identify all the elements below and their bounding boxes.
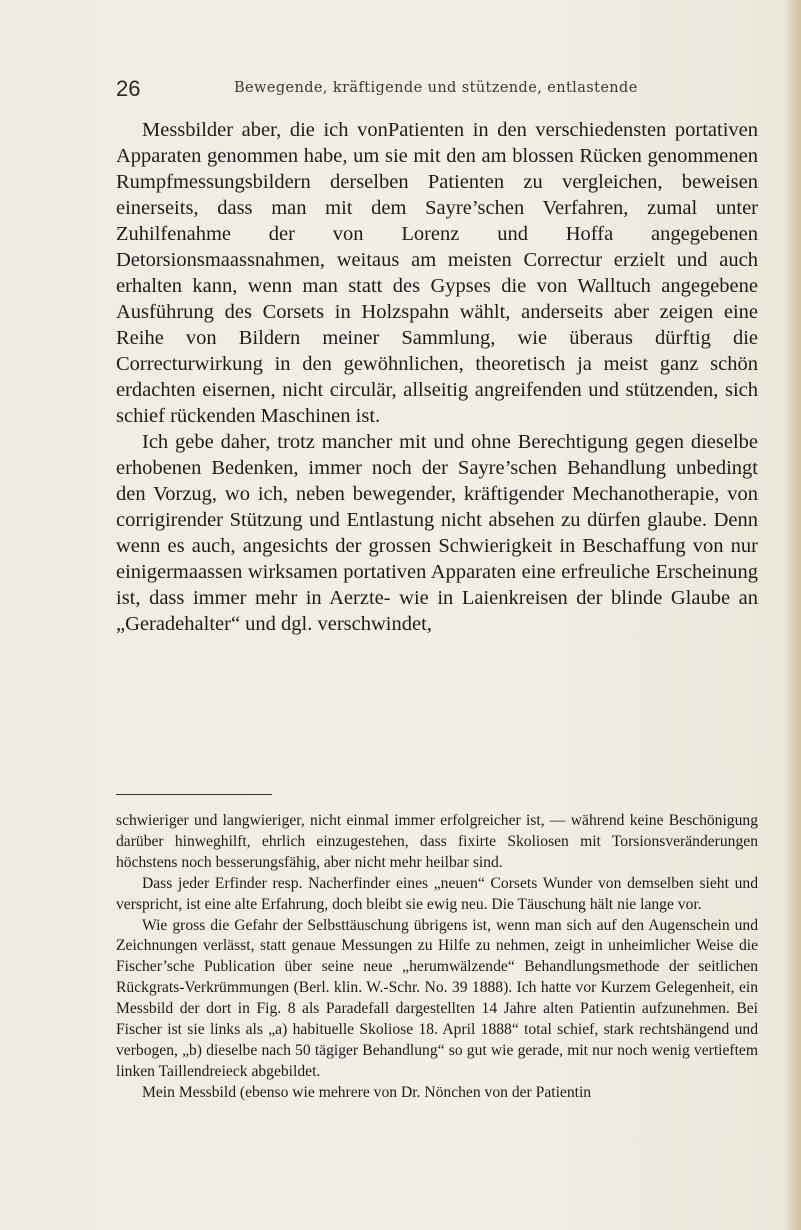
footnote-paragraph: Wie gross die Gefahr der Selbsttäuschung übrigens ist, wenn man sich auf den Augenschein und Zeichnungen verlässt, statt genaue Messungen zu Hilfe zu nehmen, zeigt in unheimlicher Weise die Fischer’sche Publication über seine neue „herumwälzende“ Behandlungsmethode der seitlichen Rückgrats-Verkrümmungen (Berl. klin. W.-Schr. No. 39 1888). Ich hatte vor Kurzem Gelegenheit, ein Messbild der dort in Fig. 8 als Paradefall dargestellten 14 Jahre alten Patientin aufzunehmen. Bei Fischer ist sie links als „a) habituelle Skoliose 18. April 1888“ total schief, stark rechtshängend und verbogen, „b) dieselbe nach 50 tägiger Behandlung“ so gut wie gerade, mit nur noch wenig vertieftem linken Taillendreieck abgebildet. [116, 916, 758, 1080]
footnote-paragraph: Dass jeder Erfinder resp. Nacherfinder eines „neuen“ Corsets Wunder von demselben sieht und verspricht, ist eine alte Erfahrung, doch bleibt sie ewig neu. Die Täuschung hält nie lange vor. [116, 874, 758, 913]
page-edge [785, 0, 801, 1230]
footnote-paragraph: Mein Messbild (ebenso wie mehrere von Dr. Nönchen von der Patientin [142, 1083, 592, 1101]
footnotes [116, 811, 758, 1104]
page-number: 26 [116, 76, 141, 101]
main-paragraph: Messbilder aber, die ich vonPatienten in den verschiedensten portativen Apparaten genommen habe, um sie mit den am blossen Rücken genommenen Rumpfmessungsbildern derselben Patienten zu vergleichen, beweisen einerseits, dass man mit dem Sayre’schen Verfahren, zumal unter Zuhilfenahme der von Lorenz und Hoffa angegebenen Detorsionsmaassnahmen, weitaus am meisten Correctur erzielt und auch erhalten kann, wenn man statt des Gypses die von Walltuch angegebene Ausführung des Corsets in Holzspahn wählt, anderseits aber zeigen eine Reihe von Bildern meiner Sammlung, wie überaus dürftig die Correcturwirkung in den gewöhnlichen, theoretisch ja meist ganz schön erdachten eisernen, nicht circulär, allseitig angreifenden und stützenden, sich schief rückenden Maschinen ist. [116, 119, 758, 427]
footnote-separator [116, 794, 272, 795]
page-header [116, 76, 716, 106]
running-head: Bewegende, kräftigende und stützende, entlastende [234, 80, 638, 96]
footnote-paragraph: schwieriger und langwieriger, nicht einmal immer erfolgreicher ist, — während keine Beschönigung darüber hinweghilft, ehrlich einzugestehen, dass fixirte Skoliosen mit Torsionsveränderungen höchstens noch besserungsfähig, aber nicht mehr heilbar sind. [116, 812, 758, 871]
main-paragraph: Ich gebe daher, trotz mancher mit und ohne Berechtigung gegen dieselbe erhobenen Bedenken, immer noch der Sayre’schen Behandlung unbedingt den Vorzug, wo ich, neben bewegender, kräftigender Mechanotherapie, von corrigirender Stützung und Entlastung nicht absehen zu dürfen glaube. Denn wenn es auch, angesichts der grossen Schwierigkeit in Beschaffung von nur einigermaassen wirksamen portativen Apparaten eine erfreuliche Erscheinung ist, dass immer mehr in Aerzte- wie in Laienkreisen der blinde Glaube an „Geradehalter“ und dgl. verschwindet, [116, 431, 758, 635]
main-text [116, 117, 758, 637]
